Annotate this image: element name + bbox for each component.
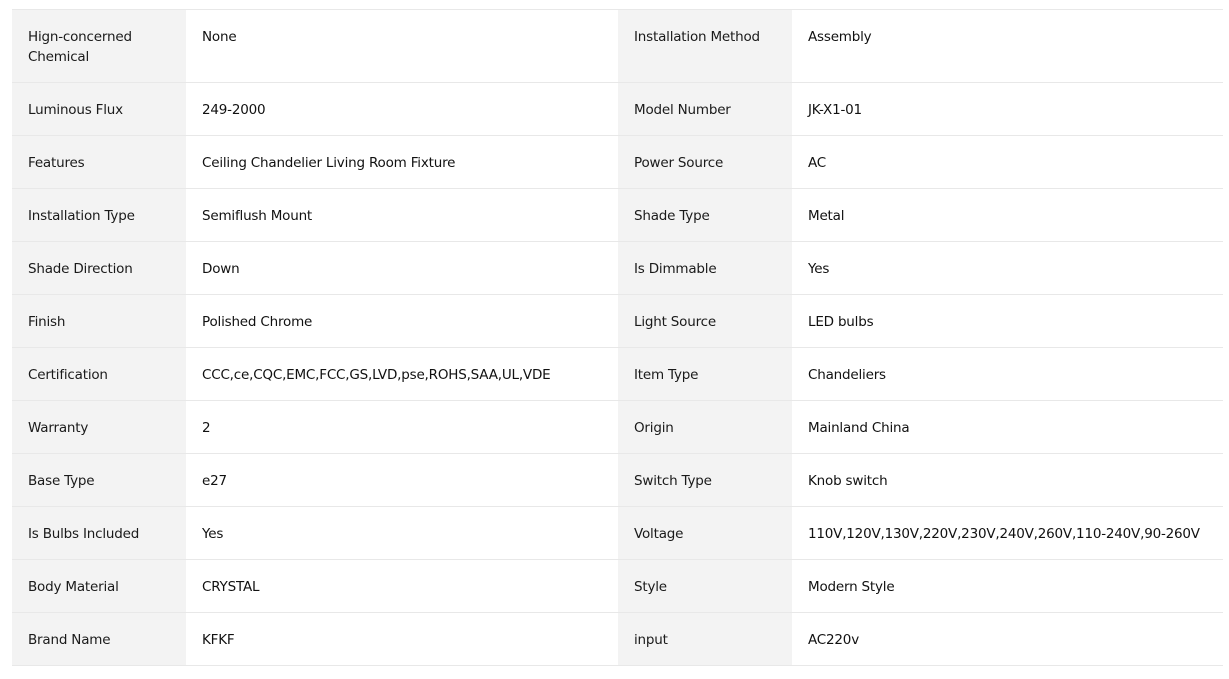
spec-label: Hign-concerned Chemical xyxy=(12,10,186,82)
table-row xyxy=(12,136,1223,189)
spec-value: Semiflush Mount xyxy=(186,189,618,241)
spec-label: Shade Direction xyxy=(12,242,186,294)
table-row xyxy=(12,613,1223,666)
table-row xyxy=(12,560,1223,613)
spec-value: None xyxy=(186,10,618,82)
spec-value: JK-X1-01 xyxy=(792,83,1223,135)
spec-label: Body Material xyxy=(12,560,186,612)
spec-label: Installation Method xyxy=(618,10,792,82)
spec-label: Switch Type xyxy=(618,454,792,506)
spec-value: Mainland China xyxy=(792,401,1223,453)
spec-label: input xyxy=(618,613,792,665)
table-row xyxy=(12,242,1223,295)
spec-label: Features xyxy=(12,136,186,188)
table-row xyxy=(12,10,1223,83)
spec-value: KFKF xyxy=(186,613,618,665)
table-row xyxy=(12,348,1223,401)
spec-value: 249-2000 xyxy=(186,83,618,135)
spec-value: 2 xyxy=(186,401,618,453)
specifications-table xyxy=(12,9,1223,666)
spec-label: Style xyxy=(618,560,792,612)
spec-label: Item Type xyxy=(618,348,792,400)
spec-value: 110V,120V,130V,220V,230V,240V,260V,110-240V,90-260V xyxy=(792,507,1223,559)
spec-label: Finish xyxy=(12,295,186,347)
spec-label: Shade Type xyxy=(618,189,792,241)
spec-value: AC xyxy=(792,136,1223,188)
spec-label: Installation Type xyxy=(12,189,186,241)
spec-label: Certification xyxy=(12,348,186,400)
spec-value: Metal xyxy=(792,189,1223,241)
spec-value: Chandeliers xyxy=(792,348,1223,400)
spec-label: Base Type xyxy=(12,454,186,506)
spec-value: Assembly xyxy=(792,10,1223,82)
spec-value: Yes xyxy=(186,507,618,559)
spec-value: e27 xyxy=(186,454,618,506)
table-row xyxy=(12,295,1223,348)
spec-value: Down xyxy=(186,242,618,294)
spec-label: Light Source xyxy=(618,295,792,347)
spec-label: Brand Name xyxy=(12,613,186,665)
spec-value: CRYSTAL xyxy=(186,560,618,612)
spec-value: Yes xyxy=(792,242,1223,294)
spec-value: CCC,ce,CQC,EMC,FCC,GS,LVD,pse,ROHS,SAA,UL,VDE xyxy=(186,348,618,400)
spec-label: Warranty xyxy=(12,401,186,453)
spec-label: Origin xyxy=(618,401,792,453)
spec-label: Luminous Flux xyxy=(12,83,186,135)
spec-label: Model Number xyxy=(618,83,792,135)
table-row xyxy=(12,454,1223,507)
spec-value: Modern Style xyxy=(792,560,1223,612)
spec-value: Knob switch xyxy=(792,454,1223,506)
spec-label: Power Source xyxy=(618,136,792,188)
spec-value: AC220v xyxy=(792,613,1223,665)
spec-label: Is Bulbs Included xyxy=(12,507,186,559)
spec-value: Ceiling Chandelier Living Room Fixture xyxy=(186,136,618,188)
table-row xyxy=(12,83,1223,136)
spec-value: Polished Chrome xyxy=(186,295,618,347)
spec-label: Is Dimmable xyxy=(618,242,792,294)
table-row xyxy=(12,401,1223,454)
table-row xyxy=(12,507,1223,560)
table-row xyxy=(12,189,1223,242)
spec-label: Voltage xyxy=(618,507,792,559)
spec-value: LED bulbs xyxy=(792,295,1223,347)
